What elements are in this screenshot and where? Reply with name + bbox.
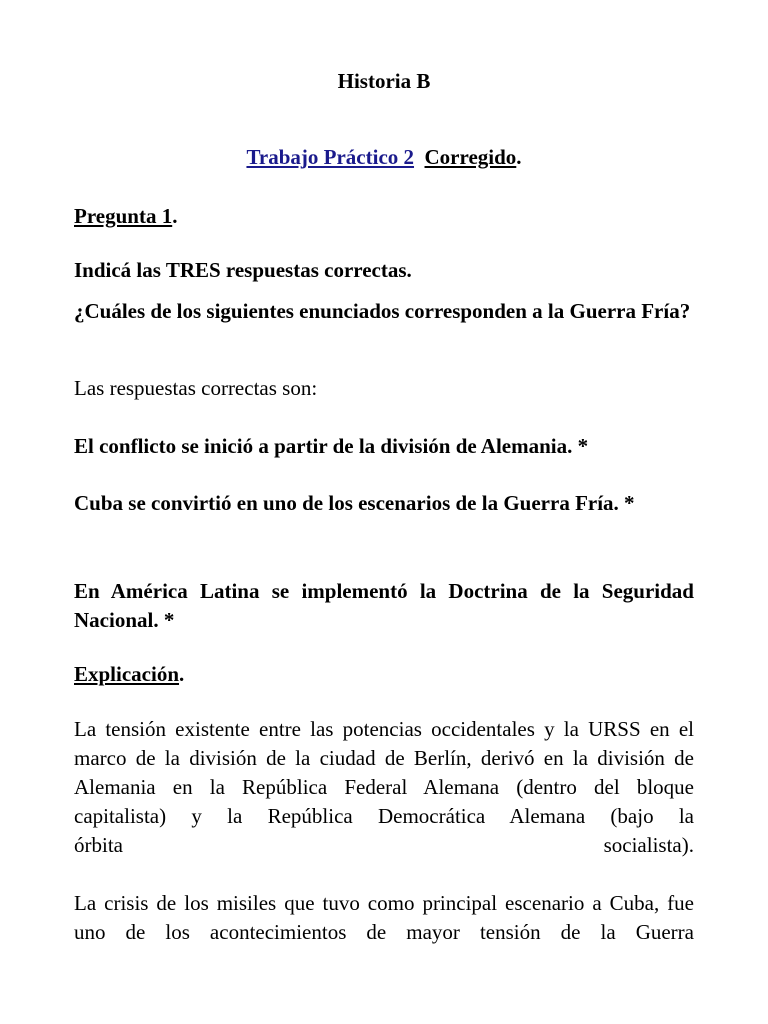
explanation-heading — [74, 660, 694, 689]
question-heading — [74, 202, 694, 231]
question-instruction: Indicá las TRES respuestas correctas. — [74, 258, 412, 282]
answer-item: El conflicto se inició a partir de la división de Alemania. * — [74, 434, 589, 458]
answer-item: Cuba se convirtió en uno de los escenarios de la Guerra Fría. * — [74, 491, 635, 515]
answer-item: En América Latina se implementó la Doctrina de la Seguridad Nacional. * — [74, 579, 694, 632]
document-page — [74, 0, 694, 1024]
answers-intro: Las respuestas correctas son: — [74, 376, 318, 400]
paragraph-1-last-word-b: socialista). — [603, 833, 694, 857]
paragraph-1-last-word-a: órbita — [74, 833, 123, 857]
title-text: Historia B — [337, 69, 431, 93]
explanation-label: Explicación — [74, 662, 180, 686]
question-period: . — [172, 204, 178, 228]
explanation-paragraph-2: La crisis de los misiles que tuvo como principal escenario a Cuba, fue uno de los acontecimientos de mayor tensión de la Guerra — [74, 891, 694, 944]
explanation-period: . — [179, 662, 185, 686]
question-prompt: ¿Cuáles de los siguientes enunciados corresponden a la Guerra Fría? — [74, 299, 691, 323]
document-title — [74, 67, 694, 96]
paragraph-1-body: La tensión existente entre las potencias occidentales y la URSS en el marco de la división de la ciudad de Berlín, derivó en la división de Alemania en la República Federal Alemana (dentro del bloque capitalista) y la República Democrática Alemana (bajo la — [74, 717, 694, 828]
explanation-paragraph-1 — [74, 715, 694, 860]
trabajo-practico-link[interactable]: Trabajo Práctico 2 — [246, 145, 415, 169]
corregido-label: Corregido — [424, 145, 517, 169]
paragraph-1-last-line — [74, 831, 694, 860]
question-label: Pregunta 1 — [74, 204, 173, 228]
document-subtitle — [74, 143, 694, 172]
subtitle-period: . — [516, 145, 522, 169]
